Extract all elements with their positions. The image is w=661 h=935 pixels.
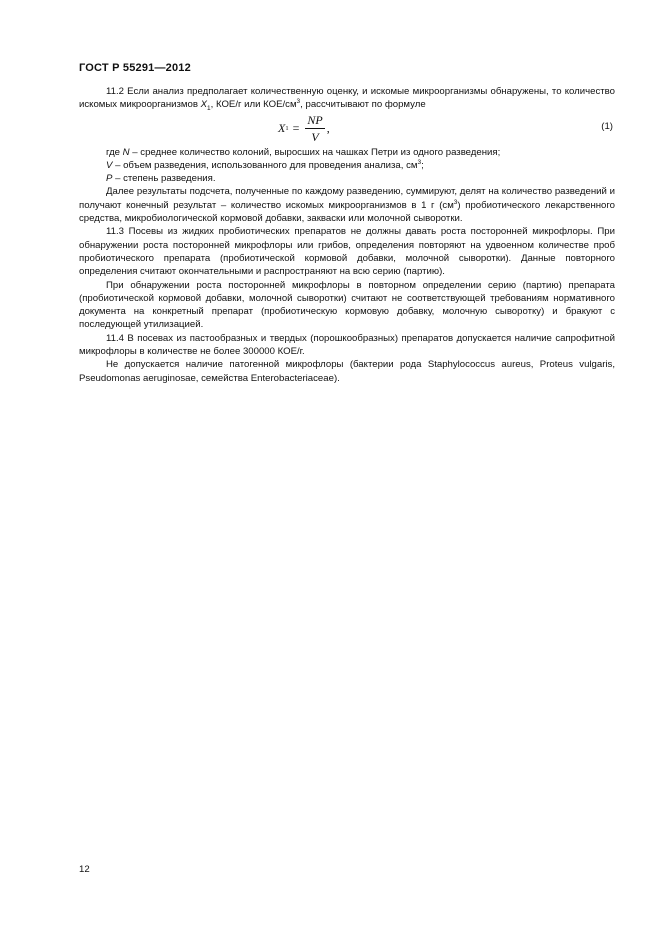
document-header xyxy=(79,62,191,74)
paragraph-repeat-detection: При обнаружении роста посторонней микрофлоры в повторном определении серию (партию) препарата (пробиотической кормовой добавки, молочной сыворотки) считают не соответствующей требованиям нормативного документа на конкретный препарат (пробиотическую кормовую добавку, молочную сыворотку) и бракуют с последующей утилизацией. xyxy=(79,279,615,331)
formula-fraction xyxy=(305,113,324,144)
where-line-p: P – степень разведения. xyxy=(106,173,216,185)
page-number: 12 xyxy=(79,864,90,875)
where-line-v: V – объем разведения, использованного для проведения анализа, $см^3$; xyxy=(106,158,424,171)
paragraph-11-3: 11.3 Посевы из жидких пробиотических препаратов не должны давать роста посторонней микрофлоры. При обнаружении роста посторонней микрофлоры или грибов, определения повторяют на удвоенном количестве проб пробиотического препарата (пробиотической кормовой добавки, молочной сыворотки). Данные повторного определения считают окончательными и распространяют на всю серию (партию). xyxy=(79,226,615,278)
standard-title: ГОСТ Р 55291—2012 xyxy=(79,62,191,74)
where-line-n: где N – среднее количество колоний, выросших на чашках Петри из одного разведения; xyxy=(106,146,501,158)
paragraph-11-4: 11.4 В посевах из пастообразных и твердых (порошкообразных) препаратов допускается наличие сапрофитной микрофлоры в количестве не более 300000 КОЕ/г. xyxy=(79,332,615,358)
formula-number: (1) xyxy=(601,120,613,132)
paragraph-11-2: 11.2 Если анализ предполагает количественную оценку, и искомые микроорганизмы обнаружены, то количество искомых микроорганизмов $X_1$, КОЕ/г или КОЕ/$см^3$, рассчитывают по формуле xyxy=(79,86,615,113)
formula: X 1 = $\frac{NP}{V}$ , xyxy=(278,113,330,145)
paragraph-pathogen: Не допускается наличие патогенной микрофлоры (бактерии рода Staphylococcus aureus, Proteus vulgaris, Pseudomonas aeruginosae, семейства Enterobacteriaceae). xyxy=(79,359,615,384)
where-block xyxy=(79,146,615,186)
formula-numerator: NP xyxy=(307,113,323,128)
paragraph-further-results: Далее результаты подсчета, полученные по каждому разведению, суммируют, делят на количество разведений и получают конечный результат – количество искомых микроорганизмов в 1 г $(см^3)$ пробиотического лекарственного средства, микробиологической кормовой добавки, закваски или молочной сыворотки. xyxy=(79,186,615,225)
page-footer xyxy=(79,864,90,875)
var-x: X xyxy=(200,99,208,111)
formula-row xyxy=(79,112,615,146)
document-body xyxy=(79,85,615,385)
formula-denominator: V xyxy=(311,130,319,145)
